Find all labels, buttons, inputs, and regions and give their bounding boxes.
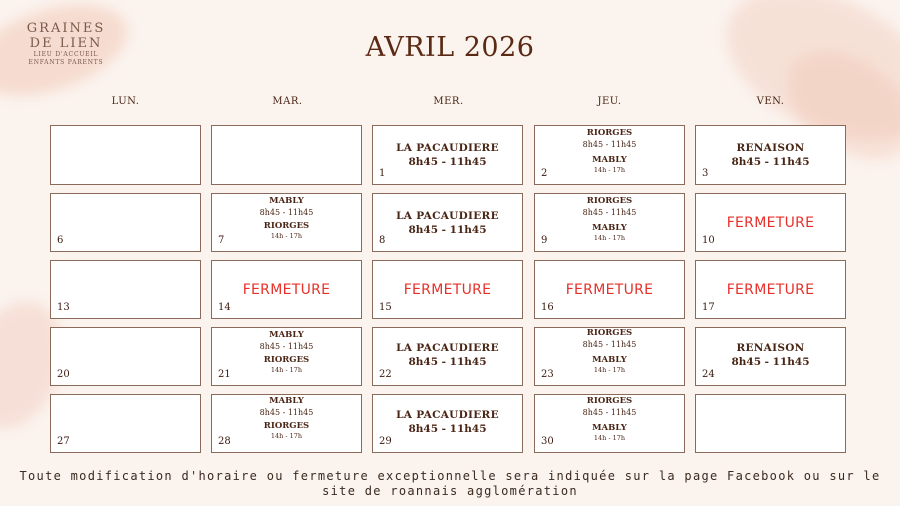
day-number: 1 (379, 168, 386, 179)
day-number: 30 (541, 436, 554, 447)
closed-label: FERMETURE (242, 282, 331, 298)
place-name: MABLY (592, 223, 627, 233)
opening-hours: 8h45 - 11h45 (731, 156, 810, 168)
place-name: RIORGES (263, 355, 310, 365)
opening-hours: 14h - 17h (593, 166, 626, 174)
opening-hours: 14h - 17h (593, 434, 626, 442)
day-number: 17 (702, 302, 715, 313)
place-name: LA PACAUDIERE (396, 342, 499, 354)
opening-hours: 8h45 - 11h45 (408, 356, 487, 368)
day-number: 20 (57, 369, 70, 380)
day-number: 7 (218, 235, 225, 246)
day-number: 29 (379, 436, 392, 447)
place-name: RIORGES (263, 421, 310, 431)
day-number: 21 (218, 369, 231, 380)
day-number: 14 (218, 302, 231, 313)
calendar-cell (211, 260, 362, 319)
day-number: 10 (702, 235, 715, 246)
calendar-cell (211, 394, 362, 453)
place-name: MABLY (592, 155, 627, 165)
day-header-tue: MAR. (272, 96, 303, 107)
day-header-fri: VEN. (756, 96, 785, 107)
calendar-cell (695, 327, 846, 386)
calendar-cell-empty (50, 125, 201, 185)
calendar-cell (372, 125, 523, 185)
page-title: AVRIL 2026 (365, 32, 535, 63)
place-name: RIORGES (263, 221, 310, 231)
place-name: MABLY (269, 396, 304, 406)
day-number: 28 (218, 436, 231, 447)
day-number: 22 (379, 369, 392, 380)
calendar-cell (695, 260, 846, 319)
closed-label: FERMETURE (726, 215, 815, 231)
day-number: 24 (702, 369, 715, 380)
calendar-cell (372, 394, 523, 453)
closed-label: FERMETURE (726, 282, 815, 298)
calendar-cell-empty (211, 125, 362, 185)
place-name: RIORGES (586, 196, 633, 206)
opening-hours: 14h - 17h (270, 232, 303, 240)
opening-hours: 8h45 - 11h45 (408, 224, 487, 236)
place-name: LA PACAUDIERE (396, 210, 499, 222)
opening-hours: 8h45 - 11h45 (731, 356, 810, 368)
opening-hours: 8h45 - 11h45 (582, 408, 637, 417)
day-number: 3 (702, 168, 709, 179)
calendar-cell-empty (695, 394, 846, 453)
calendar-cell (695, 125, 846, 185)
calendar-cell (211, 327, 362, 386)
footer-note: Toute modification d'horaire ou fermeture exceptionnelle sera indiquée sur la page Facebook ou sur le site de roannais agglomération (19, 469, 881, 498)
opening-hours: 14h - 17h (270, 366, 303, 374)
calendar-cell (372, 260, 523, 319)
day-number: 9 (541, 235, 548, 246)
place-name: RIORGES (586, 328, 633, 338)
day-number: 15 (379, 302, 392, 313)
place-name: MABLY (269, 196, 304, 206)
opening-hours: 14h - 17h (270, 432, 303, 440)
calendar-cell (211, 193, 362, 252)
calendar-cell (534, 125, 685, 185)
calendar-cell (534, 327, 685, 386)
place-name: RIORGES (586, 128, 633, 138)
calendar-cell (50, 260, 201, 319)
opening-hours: 8h45 - 11h45 (259, 208, 314, 217)
closed-label: FERMETURE (403, 282, 492, 298)
day-header-mon: LUN. (111, 96, 140, 107)
calendar-cell (50, 327, 201, 386)
logo-line: DE LIEN (29, 36, 103, 51)
logo-line: GRAINES (26, 21, 106, 36)
place-name: MABLY (592, 423, 627, 433)
day-number: 23 (541, 369, 554, 380)
place-name: RENAISON (736, 342, 805, 354)
opening-hours: 8h45 - 11h45 (582, 140, 637, 149)
day-number: 16 (541, 302, 554, 313)
calendar-cell (534, 193, 685, 252)
day-number: 8 (379, 235, 386, 246)
calendar-cell (50, 193, 201, 252)
place-name: RIORGES (586, 396, 633, 406)
opening-hours: 8h45 - 11h45 (259, 342, 314, 351)
day-number: 2 (541, 168, 548, 179)
day-header-thu: JEU. (597, 96, 622, 107)
calendar-cell (534, 260, 685, 319)
day-number: 13 (57, 302, 70, 313)
opening-hours: 8h45 - 11h45 (582, 340, 637, 349)
place-name: MABLY (269, 330, 304, 340)
logo-subline: ENFANTS PARENTS (28, 59, 104, 66)
opening-hours: 14h - 17h (593, 366, 626, 374)
calendar-cell (695, 193, 846, 252)
day-number: 6 (57, 235, 64, 246)
day-number: 27 (57, 436, 70, 447)
opening-hours: 8h45 - 11h45 (582, 208, 637, 217)
place-name: MABLY (592, 355, 627, 365)
opening-hours: 14h - 17h (593, 234, 626, 242)
calendar-cell (372, 327, 523, 386)
calendar-cell (50, 394, 201, 453)
calendar-cell (534, 394, 685, 453)
closed-label: FERMETURE (565, 282, 654, 298)
opening-hours: 8h45 - 11h45 (408, 156, 487, 168)
logo-subline: LIEU D'ACCUEIL (33, 51, 99, 58)
calendar-cell (372, 193, 523, 252)
day-header-wed: MER. (433, 96, 464, 107)
opening-hours: 8h45 - 11h45 (259, 408, 314, 417)
place-name: RENAISON (736, 142, 805, 154)
opening-hours: 8h45 - 11h45 (408, 423, 487, 435)
place-name: LA PACAUDIERE (396, 142, 499, 154)
place-name: LA PACAUDIERE (396, 409, 499, 421)
